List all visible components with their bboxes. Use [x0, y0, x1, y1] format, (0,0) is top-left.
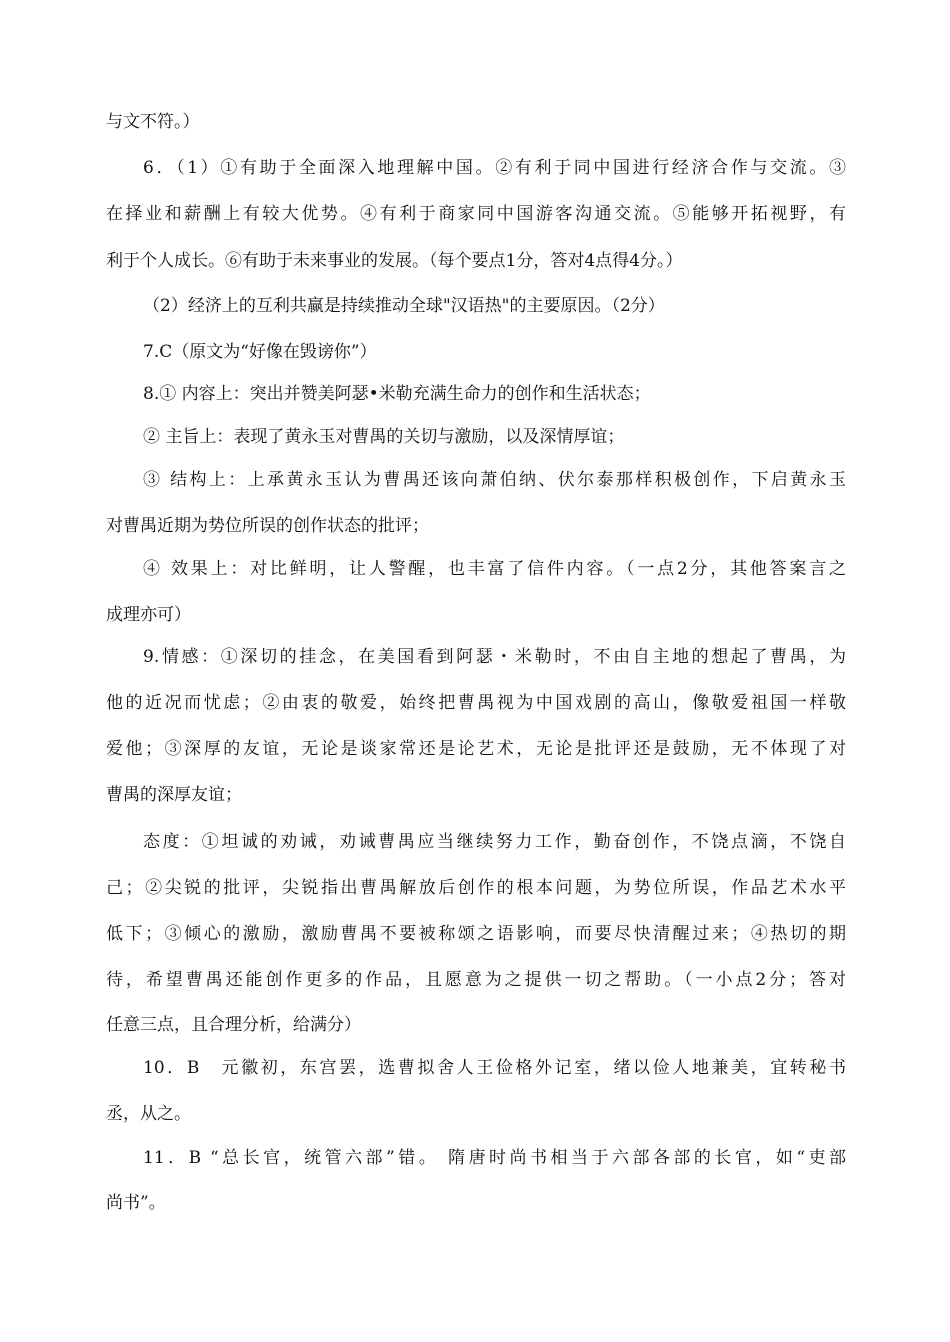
- text-line-22: 10．B 元徽初，东宫罢，选曹拟舍人王俭格外记室，绪以俭人地兼美，宜转秘书: [143, 1058, 846, 1078]
- text-line-10: 对曹禺近期为势位所误的创作状态的批评；: [106, 516, 429, 536]
- text-line-24: 11．B “总长官，统管六部”错。 隋唐时尚书相当于六部各部的长官，如“吏部: [143, 1148, 846, 1168]
- text-line-18: 己；②尖锐的批评，尖锐指出曹禺解放后创作的根本问题，为势位所误，作品艺术水平: [106, 878, 846, 898]
- text-line-11: ④ 效果上：对比鲜明，让人警醒，也丰富了信件内容。（一点2分，其他答案言之: [143, 559, 846, 579]
- text-line-25: 尚书”。: [106, 1193, 166, 1213]
- text-line-19: 低下；③倾心的激励，激励曹禺不要被称颂之语影响，而要尽快清醒过来；④热切的期: [106, 924, 846, 944]
- text-line-17: 态度：①坦诚的劝诫，劝诫曹禺应当继续努力工作，勤奋创作，不饶点滴，不饶自: [143, 832, 846, 852]
- text-line-15: 爱他；③深厚的友谊，无论是谈家常还是论艺术，无论是批评还是鼓励，无不体现了对: [106, 739, 846, 759]
- text-line-12: 成理亦可）: [106, 605, 191, 625]
- text-line-4: 利于个人成长。⑥有助于未来事业的发展。（每个要点1分，答对4点得4分。）: [106, 251, 683, 271]
- text-line-3: 在择业和薪酬上有较大优势。④有利于商家同中国游客沟通交流。⑤能够开拓视野，有: [106, 204, 846, 224]
- text-line-23: 丞，从之。: [106, 1104, 191, 1124]
- text-line-7: 8.① 内容上：突出并赞美阿瑟•米勒充满生命力的创作和生活状态；: [143, 384, 651, 404]
- text-line-9: ③ 结构上：上承黄永玉认为曹禺还该向萧伯纳、伏尔泰那样积极创作，下启黄永玉: [143, 470, 846, 490]
- text-line-2: 6．（1）①有助于全面深入地理解中国。②有利于同中国进行经济合作与交流。③: [143, 158, 846, 178]
- text-line-20: 待，希望曹禺还能创作更多的作品，且愿意为之提供一切之帮助。（一小点2分；答对: [106, 970, 846, 990]
- text-line-16: 曹禺的深厚友谊；: [106, 785, 242, 805]
- text-line-21: 任意三点，且合理分析，给满分）: [106, 1015, 361, 1035]
- text-line-8: ② 主旨上：表现了黄永玉对曹禺的关切与激励，以及深情厚谊；: [143, 427, 625, 447]
- text-line-6: 7.C（原文为“好像在毁谤你”）: [143, 342, 377, 362]
- text-line-13: 9.情感：①深切的挂念，在美国看到阿瑟・米勒时，不由自主地的想起了曹禺，为: [143, 647, 846, 667]
- text-line-5: （2）经济上的互利共赢是持续推动全球"汉语热"的主要原因。（2分）: [143, 296, 665, 316]
- text-line-14: 他的近况而忧虑；②由衷的敬爱，始终把曹禺视为中国戏剧的高山，像敬爱祖国一样敬: [106, 693, 846, 713]
- text-line-1: 与文不符。）: [106, 112, 200, 132]
